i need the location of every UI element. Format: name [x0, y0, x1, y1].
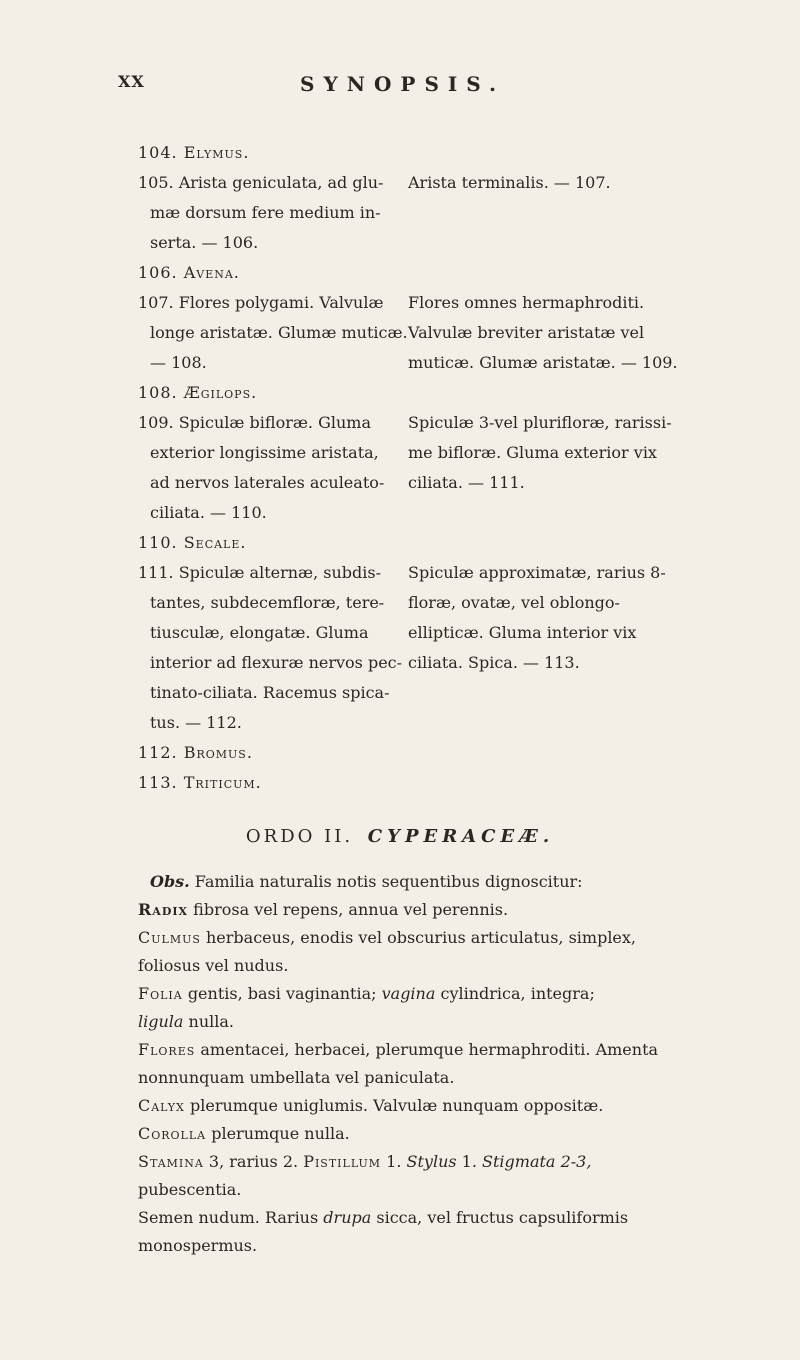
culmus-label: Culmus: [138, 928, 201, 947]
left-entry: 109. Spiculæ bifloræ. Gluma: [138, 413, 371, 432]
left-entry: 110. Secale.: [138, 533, 247, 552]
corolla-text: plerumque nulla.: [211, 1124, 350, 1143]
left-entry: serta. — 106.: [150, 233, 259, 252]
right-entry: Arista terminalis. — 107.: [408, 173, 611, 192]
left-entry: longe aristatæ. Glumæ muticæ.: [150, 323, 408, 342]
left-entry: 107. Flores polygami. Valvulæ: [138, 293, 384, 312]
radix-line: [138, 896, 748, 924]
radix-text: fibrosa vel repens, annua vel perennis.: [193, 900, 509, 919]
folia-label: Folia: [138, 984, 183, 1003]
stamina-text: 3, rarius 2.: [208, 1152, 299, 1171]
flores-label: Flores: [138, 1040, 196, 1059]
stamina-text-2: pubescentia.: [138, 1180, 242, 1199]
left-entry: 106. Avena.: [138, 263, 240, 282]
left-entry: ad nervos laterales aculeato-: [150, 473, 385, 492]
obs-text: Familia naturalis notis sequentibus dignoscitur:: [194, 872, 583, 891]
left-entry: 112. Bromus.: [138, 743, 253, 762]
flores-line-2: [138, 1064, 748, 1092]
folia-line: [138, 980, 748, 1008]
culmus-line-2: [138, 952, 748, 980]
right-entry: floræ, ovatæ, vel oblongo-: [408, 593, 620, 612]
stamina-label: Stamina: [138, 1152, 204, 1171]
culmus-line: [138, 924, 748, 952]
corolla-line: [138, 1120, 748, 1148]
right-entry: Spiculæ approximatæ, rarius 8-: [408, 563, 666, 582]
left-entry: 111. Spiculæ alternæ, subdis-: [138, 563, 381, 582]
culmus-text: herbaceus, enodis vel obscurius articulatus, simplex,: [205, 928, 637, 947]
left-entry: — 108.: [150, 353, 207, 372]
stamina-line: [138, 1148, 748, 1176]
culmus-text-2: foliosus vel nudus.: [138, 956, 289, 975]
radix-label: Radix: [138, 900, 189, 919]
semen-text-2: sicca, vel fructus capsuliformis: [376, 1208, 629, 1227]
pistillum-text: 1.: [386, 1152, 402, 1171]
flores-line: [138, 1036, 748, 1064]
page-number: XX: [118, 72, 145, 91]
folia-line-2: [138, 1008, 748, 1036]
folia-text-2: cylindrica, integra;: [440, 984, 595, 1003]
corolla-label: Corolla: [138, 1124, 207, 1143]
calyx-line: [138, 1092, 748, 1120]
page-header: [0, 72, 800, 102]
left-entry: exterior longissime aristata,: [150, 443, 379, 462]
flores-text-2: nonnunquam umbellata vel paniculata.: [138, 1068, 455, 1087]
left-entry: 104. Elymus.: [138, 143, 250, 162]
left-entry: tus. — 112.: [150, 713, 242, 732]
left-entry: tinato-ciliata. Racemus spica-: [150, 683, 390, 702]
calyx-label: Calyx: [138, 1096, 185, 1115]
right-entry: Spiculæ 3-vel plurifloræ, rarissi-: [408, 413, 672, 432]
right-entry: me bifloræ. Gluma exterior vix: [408, 443, 657, 462]
semen-text-3: monospermus.: [138, 1236, 258, 1255]
right-entry: muticæ. Glumæ aristatæ. — 109.: [408, 353, 678, 372]
left-entry: ciliata. — 110.: [150, 503, 267, 522]
calyx-text: plerumque uniglumis. Valvulæ nunquam oppositæ.: [189, 1096, 604, 1115]
stamina-line-2: [138, 1176, 748, 1204]
right-entry: ciliata. — 111.: [408, 473, 525, 492]
pistillum-label: Pistillum: [303, 1152, 382, 1171]
left-entry: 108. Ægilops.: [138, 383, 258, 402]
right-entry: ciliata. Spica. — 113.: [408, 653, 580, 672]
running-title: SYNOPSIS.: [300, 72, 505, 96]
left-entry: interior ad flexuræ nervos pec-: [150, 653, 403, 672]
ordo-label: ORDO II.: [245, 826, 354, 847]
semen-text: Semen nudum. Rarius: [138, 1208, 319, 1227]
ordo-heading: [0, 826, 800, 847]
right-entry: Valvulæ breviter aristatæ vel: [408, 323, 645, 342]
ordo-family: CYPERACEÆ.: [367, 826, 555, 847]
obs-paragraph: [138, 868, 748, 896]
stigmata-text: 2-3,: [560, 1152, 592, 1171]
semen-line-2: [138, 1232, 748, 1260]
flores-text: amentacei, herbacei, plerumque hermaphroditi. Amenta: [200, 1040, 659, 1059]
stigmata-label: Stigmata: [482, 1152, 556, 1171]
folia-text: gentis, basi vaginantia;: [187, 984, 377, 1003]
folia-text-3: nulla.: [188, 1012, 234, 1031]
folia-vagina: vagina: [381, 984, 436, 1003]
stylus-text: 1.: [461, 1152, 477, 1171]
right-entry: Flores omnes hermaphroditi.: [408, 293, 645, 312]
right-entry: ellipticæ. Gluma interior vix: [408, 623, 637, 642]
left-entry: 113. Triticum.: [138, 773, 262, 792]
left-entry: tiusculæ, elongatæ. Gluma: [150, 623, 369, 642]
left-column: [138, 138, 408, 798]
left-entry: mæ dorsum fere medium in-: [150, 203, 381, 222]
folia-ligula: ligula: [138, 1012, 184, 1031]
left-entry: 105. Arista geniculata, ad glu-: [138, 173, 384, 192]
family-description: [138, 868, 748, 1260]
stylus-label: Stylus: [406, 1152, 457, 1171]
left-entry: tantes, subdecemfloræ, tere-: [150, 593, 385, 612]
semen-line: [138, 1204, 748, 1232]
semen-drupa: drupa: [323, 1208, 372, 1227]
obs-label: Obs.: [150, 872, 190, 891]
